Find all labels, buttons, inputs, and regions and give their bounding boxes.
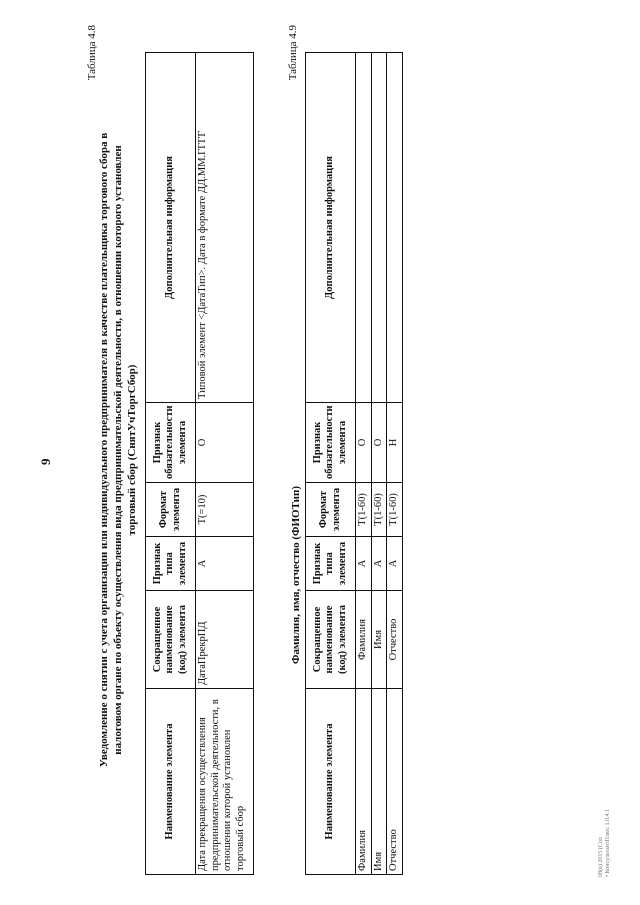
table-row (371, 53, 387, 875)
footer-line: • КонсультантПлюс 1.0.4.1 (605, 808, 612, 877)
footer (598, 677, 612, 877)
header-cell: Признак обязательности элемента (146, 403, 196, 483)
cell: Типовой элемент <ДатаТип>. Дата в формате ДД.ММ.ГГГГ (196, 53, 254, 403)
table-4-9-caption: Фамилия, имя, отчество (ФИОТип) (290, 485, 302, 665)
table-4-8 (145, 52, 254, 875)
cell (356, 53, 372, 403)
cell: О (356, 403, 372, 483)
header-cell: Формат элемента (146, 483, 196, 537)
cell: Т(1-60) (371, 483, 387, 537)
header-cell: Сокращенное наименование (код) элемента (146, 591, 196, 689)
table-row (387, 53, 403, 875)
cell: Отчество (387, 591, 403, 689)
caption-line: налоговом органе по объекту осуществления вида предпринимательской деятельности, в отношении которого установлен (111, 145, 124, 755)
cell: А (196, 537, 254, 591)
cell (371, 53, 387, 403)
cell: О (196, 403, 254, 483)
page-number: 9 (38, 458, 53, 465)
caption-line: Уведомление о снятии с учета организации или индивидуального предпринимателя в качестве плательщика торгового сбора в (98, 132, 110, 768)
footer-line: 08(в) 2015 (Сол (598, 837, 604, 877)
header-cell: Дополнительная информация (306, 53, 356, 403)
cell: А (371, 537, 387, 591)
header-cell: Признак типа элемента (146, 537, 196, 591)
cell: Н (387, 403, 403, 483)
cell: Фамилия (356, 689, 372, 875)
cell: Дата прекращения осуществления предпринимательской деятельности, в отношении которой установлен торговый сбор (196, 689, 254, 875)
cell: Т(=10) (196, 483, 254, 537)
header-cell: Признак типа элемента (306, 537, 356, 591)
caption-line: торговый сбор (СнятУчТоргСбор) (125, 364, 138, 536)
cell: О (371, 403, 387, 483)
header-cell: Признак обязательности элемента (306, 403, 356, 483)
cell: Имя (371, 689, 387, 875)
table-4-8-caption (98, 25, 139, 875)
cell: А (356, 537, 372, 591)
header-cell: Сокращенное наименование (код) элемента (306, 591, 356, 689)
cell: Имя (371, 591, 387, 689)
header-cell: Наименование элемента (146, 689, 196, 875)
cell: ДатаПрекрПД (196, 591, 254, 689)
table-4-9-label: Таблица 4.9 (287, 25, 299, 81)
header-cell: Дополнительная информация (146, 53, 196, 403)
cell: Отчество (387, 689, 403, 875)
header-row (306, 53, 356, 875)
header-row (146, 53, 196, 875)
cell: Фамилия (356, 591, 372, 689)
cell: А (387, 537, 403, 591)
table-4-8-label: Таблица 4.8 (86, 25, 98, 81)
table-4-9 (305, 52, 403, 875)
cell: Т(1-60) (387, 483, 403, 537)
cell: Т(1-60) (356, 483, 372, 537)
table-row (196, 53, 254, 875)
table-row (356, 53, 372, 875)
header-cell: Наименование элемента (306, 689, 356, 875)
cell (387, 53, 403, 403)
header-cell: Формат элемента (306, 483, 356, 537)
